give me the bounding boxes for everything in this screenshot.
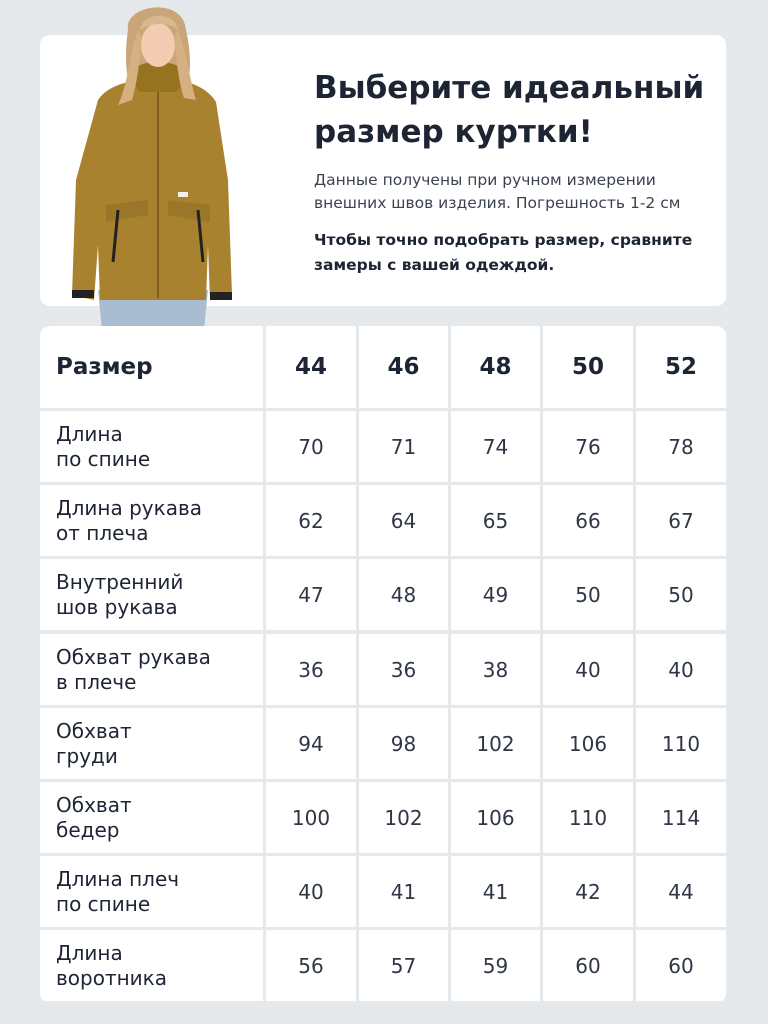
row-label-line: Длина	[56, 940, 123, 965]
size-column-44: 44	[266, 326, 356, 408]
table-cell: 106	[543, 708, 633, 779]
table-cell: 98	[359, 708, 448, 779]
table-cell: 56	[266, 930, 356, 1001]
size-column-48: 48	[451, 326, 540, 408]
model-photo	[58, 0, 248, 330]
table-cell: 47	[266, 559, 356, 630]
row-label-line: груди	[56, 743, 118, 768]
table-cell: 71	[359, 411, 448, 482]
table-cell: 100	[266, 782, 356, 853]
table-cell: 42	[543, 856, 633, 927]
row-label	[40, 634, 263, 705]
size-header-label	[40, 326, 263, 408]
table-cell: 36	[266, 634, 356, 705]
table-cell: 65	[451, 485, 540, 556]
size-header-text: Размер	[56, 354, 153, 380]
row-label-line: бедер	[56, 817, 120, 842]
table-row	[40, 930, 726, 1001]
row-label-text	[56, 941, 167, 991]
table-cell: 76	[543, 411, 633, 482]
row-label-text	[56, 422, 150, 472]
table-cell: 36	[359, 634, 448, 705]
row-label-text	[56, 496, 202, 546]
table-cell: 102	[359, 782, 448, 853]
row-label-line: Обхват рукава	[56, 644, 211, 669]
table-row	[40, 411, 726, 482]
row-label	[40, 782, 263, 853]
table-cell: 40	[543, 634, 633, 705]
size-table	[40, 326, 726, 1003]
table-row	[40, 782, 726, 853]
row-label-text	[56, 570, 183, 620]
note-line-1: Данные получены при ручном измерении	[314, 171, 656, 189]
table-cell: 57	[359, 930, 448, 1001]
size-column-52: 52	[636, 326, 726, 408]
title-line-1: Выберите идеальный	[314, 70, 705, 106]
table-cell: 94	[266, 708, 356, 779]
table-cell: 60	[636, 930, 726, 1001]
row-label-line: Внутренний	[56, 569, 184, 594]
fit-advice	[314, 228, 724, 278]
table-cell: 67	[636, 485, 726, 556]
title-line-2: размер куртки!	[314, 114, 593, 150]
table-cell: 40	[266, 856, 356, 927]
table-cell: 41	[359, 856, 448, 927]
row-label-text	[56, 645, 211, 695]
table-cell: 66	[543, 485, 633, 556]
table-cell: 62	[266, 485, 356, 556]
row-label	[40, 485, 263, 556]
table-row	[40, 708, 726, 779]
table-cell: 41	[451, 856, 540, 927]
row-label-line: Обхват	[56, 792, 132, 817]
row-label-text	[56, 793, 132, 843]
table-row	[40, 559, 726, 630]
advice-line-1: Чтобы точно подобрать размер, сравните	[314, 231, 693, 249]
row-label	[40, 411, 263, 482]
table-cell: 50	[636, 559, 726, 630]
row-label-text	[56, 719, 132, 769]
row-label-line: шов рукава	[56, 594, 178, 619]
size-column-50: 50	[543, 326, 633, 408]
table-row	[40, 634, 726, 705]
table-header-row	[40, 326, 726, 408]
size-column-46: 46	[359, 326, 448, 408]
note-line-2: внешних швов изделия. Погрешность 1-2 см	[314, 194, 681, 212]
measurement-note	[314, 169, 724, 215]
row-label-line: Длина плеч	[56, 866, 180, 891]
table-cell: 110	[636, 708, 726, 779]
table-cell: 78	[636, 411, 726, 482]
row-label-line: Длина	[56, 421, 123, 446]
row-label-line: от плеча	[56, 520, 149, 545]
table-cell: 64	[359, 485, 448, 556]
table-cell: 114	[636, 782, 726, 853]
row-label-line: Длина рукава	[56, 495, 203, 520]
table-cell: 44	[636, 856, 726, 927]
row-label	[40, 559, 263, 630]
table-cell: 70	[266, 411, 356, 482]
table-row	[40, 856, 726, 927]
table-cell: 50	[543, 559, 633, 630]
table-cell: 102	[451, 708, 540, 779]
table-cell: 60	[543, 930, 633, 1001]
row-label	[40, 708, 263, 779]
table-cell: 74	[451, 411, 540, 482]
row-label-line: по спине	[56, 446, 151, 471]
row-label-text	[56, 867, 179, 917]
table-row	[40, 485, 726, 556]
table-cell: 110	[543, 782, 633, 853]
row-label-line: по спине	[56, 891, 151, 916]
table-cell: 106	[451, 782, 540, 853]
table-cell: 59	[451, 930, 540, 1001]
table-cell: 40	[636, 634, 726, 705]
row-label-line: в плече	[56, 669, 137, 694]
row-label-line: воротника	[56, 965, 168, 990]
advice-line-2: замеры с вашей одеждой.	[314, 256, 555, 274]
table-cell: 38	[451, 634, 540, 705]
table-cell: 49	[451, 559, 540, 630]
row-label	[40, 930, 263, 1001]
row-label-line: Обхват	[56, 718, 132, 743]
table-cell: 48	[359, 559, 448, 630]
row-label	[40, 856, 263, 927]
page-title	[314, 66, 734, 154]
